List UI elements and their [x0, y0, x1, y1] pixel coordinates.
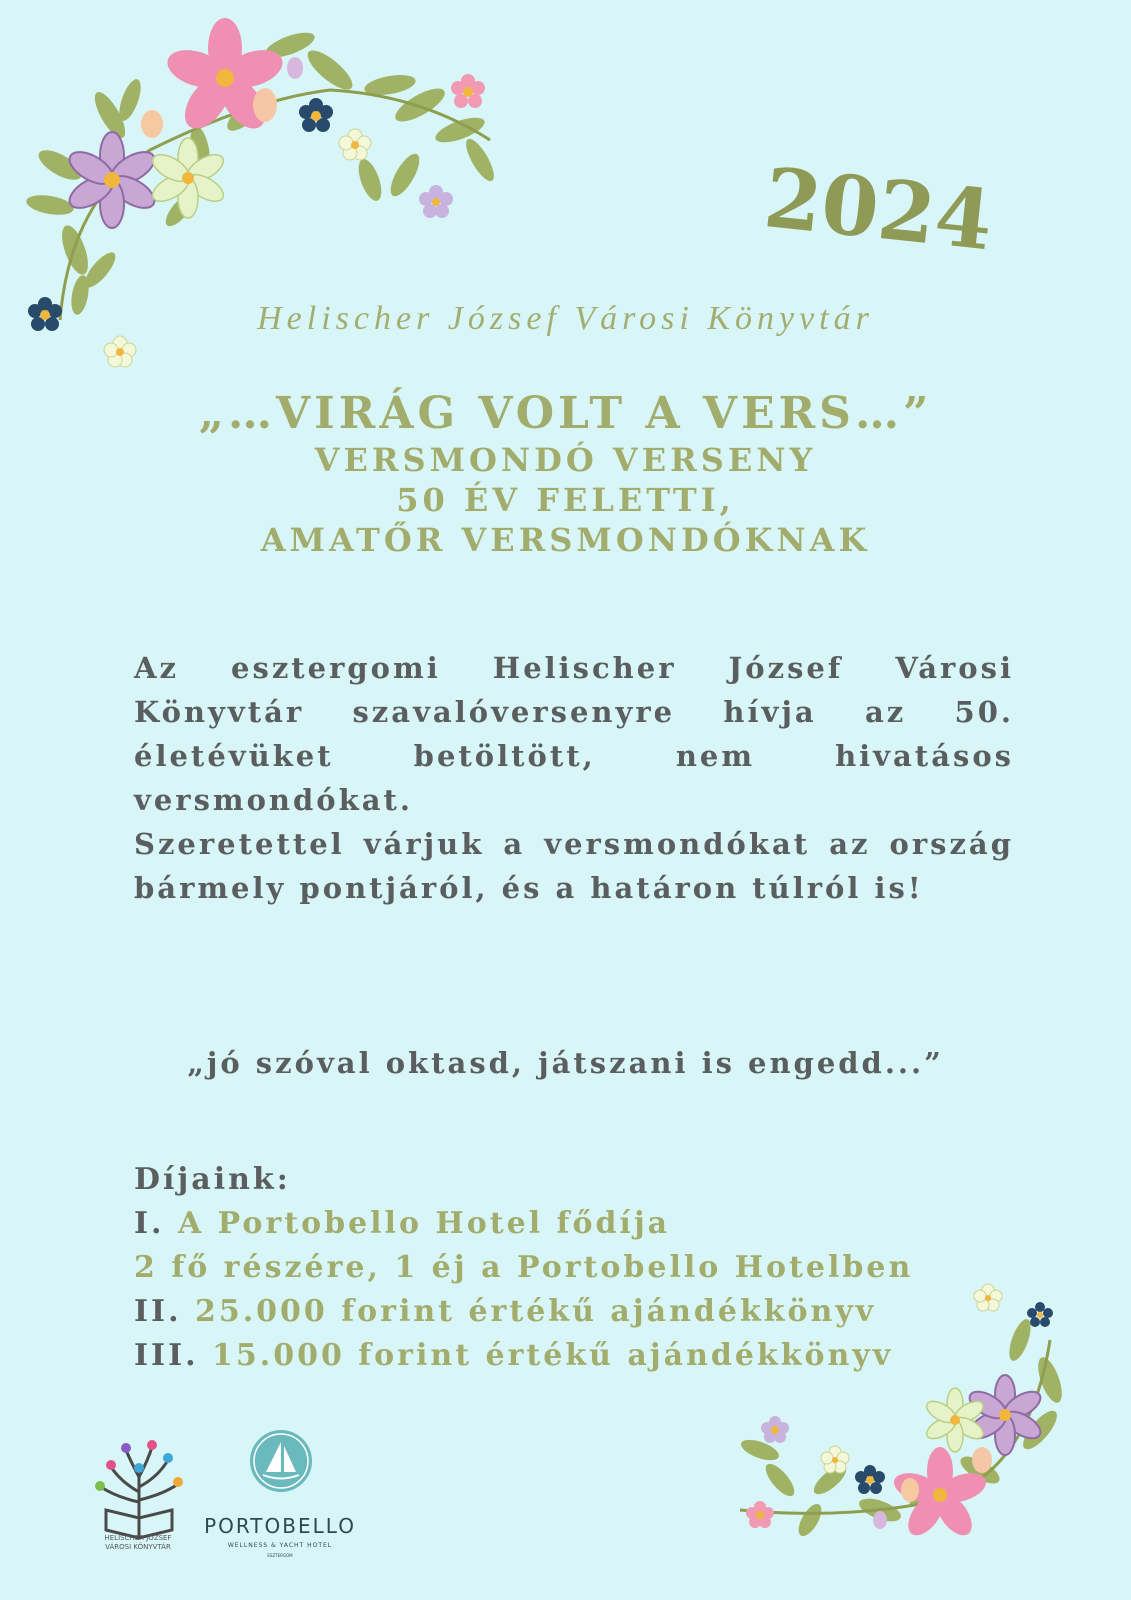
prize-3-text: 15.000 forint értékű ajándékkönyv: [212, 1338, 894, 1373]
library-name: Helischer József Városi Könyvtár: [257, 300, 874, 337]
portobello-logo-name: PORTOBELLO: [204, 1514, 356, 1538]
invitation-paragraph-2: Szeretettel várjuk a versmondókat az ország bármely pontjáról, és a határon túlról is!: [134, 827, 1014, 905]
prize-3-rank: III.: [134, 1338, 199, 1373]
subtitle-line-3: 50 ÉV FELETTI,: [396, 481, 735, 519]
prize-1: [134, 1202, 913, 1246]
portobello-logo-subtitle: WELLNESS & YACHT HOTEL: [227, 1542, 333, 1549]
title-block: [0, 388, 1131, 560]
prize-1-rank: I.: [134, 1206, 165, 1241]
subtitle-line-2: VERSMONDÓ VERSENY: [314, 441, 817, 479]
prize-2: [134, 1290, 913, 1334]
invitation-paragraph-1: Az esztergomi Helischer József Városi Könyvtár szavalóversenyre hívja az 50. életévüket betöltött, nem hivatásos versmondókat.: [134, 651, 1014, 817]
subtitle-line-4: AMATŐR VERSMONDÓKNAK: [260, 521, 871, 559]
prize-1-detail: 2 fő részére, 1 éj a Portobello Hotelben: [134, 1250, 914, 1285]
library-logo-text: [70, 1534, 206, 1552]
portobello-sailboat-logo-icon: [248, 1428, 314, 1494]
prizes-heading: Díjaink:: [134, 1162, 291, 1197]
year-heading: 2024: [759, 150, 997, 270]
library-logo-line-2: VÁROSI KÖNYVTÁR: [105, 1543, 171, 1551]
main-title: „…VIRÁG VOLT A VERS…”: [198, 388, 933, 439]
prize-3: [134, 1334, 913, 1378]
prize-2-rank: II.: [134, 1294, 182, 1329]
prizes-list: [134, 1158, 913, 1378]
prize-2-text: 25.000 forint értékű ajándékkönyv: [194, 1294, 877, 1329]
library-logo-line-1: HELISCHER JÓZSEF: [104, 1534, 172, 1542]
prize-1-text: A Portobello Hotel fődíja: [177, 1206, 671, 1241]
poem-quote: „jó szóval oktasd, játszani is engedd...”: [187, 1046, 944, 1080]
portobello-logo-city: ESZTERGOM: [267, 1553, 293, 1558]
invitation-text: [134, 646, 1014, 910]
